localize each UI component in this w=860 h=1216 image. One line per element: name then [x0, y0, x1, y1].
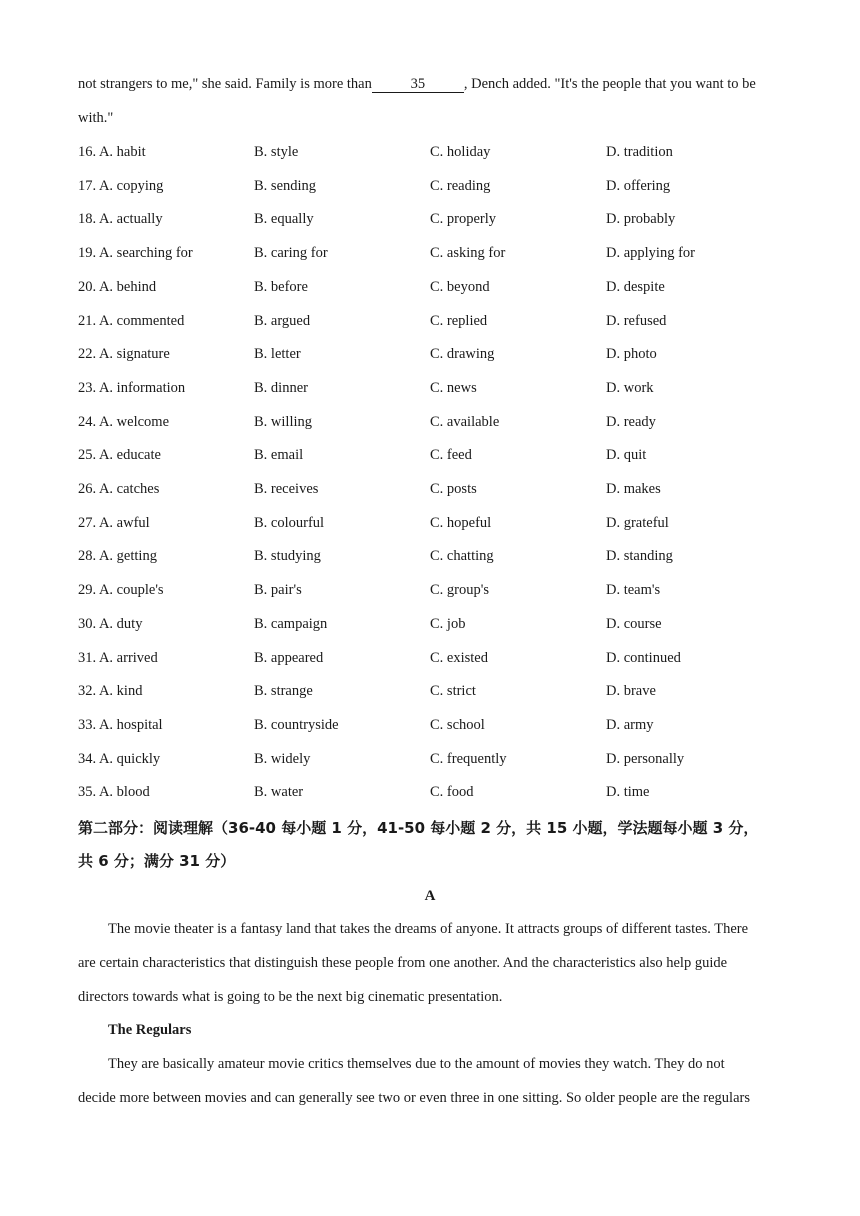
option-text: C. properly [430, 211, 497, 228]
question-number: 24. [78, 413, 97, 430]
question-number: 34. [78, 750, 97, 767]
option-c [430, 277, 490, 297]
passage-p1-line-3: directors towards what is going to be the next big cinematic presentation. [78, 989, 503, 1005]
option-text: D. grateful [606, 514, 669, 531]
option-text: B. dinner [254, 379, 308, 396]
option-text: A. quickly [98, 750, 161, 767]
option-c [430, 782, 474, 802]
option-d [606, 311, 666, 331]
option-text: D. despite [606, 278, 665, 295]
option-text: C. news [430, 379, 477, 396]
option-a [78, 277, 156, 297]
option-text: B. letter [254, 346, 301, 363]
option-text: A. blood [98, 784, 150, 801]
question-row [78, 513, 798, 533]
option-a [78, 142, 146, 162]
option-c [430, 546, 494, 566]
option-text: D. makes [606, 481, 661, 497]
option-a [78, 311, 184, 331]
option-text: D. tradition [606, 144, 673, 160]
option-text: A. awful [98, 514, 150, 531]
option-text: C. food [430, 784, 474, 801]
option-text: C. beyond [430, 278, 490, 295]
option-text: D. photo [606, 346, 657, 363]
option-text: B. strange [254, 683, 313, 700]
option-text: D. probably [606, 211, 676, 228]
question-row [78, 344, 798, 364]
option-text: D. standing [606, 548, 673, 565]
option-text: C. existed [430, 649, 488, 666]
option-text: B. willing [254, 413, 313, 430]
option-text: B. caring for [254, 245, 328, 262]
option-text: A. catches [98, 481, 160, 497]
option-text: B. receives [254, 481, 319, 497]
option-text: C. strict [430, 683, 476, 700]
option-text: D. work [606, 379, 654, 396]
question-row [78, 243, 798, 263]
question-number: 20. [78, 278, 97, 295]
option-c [430, 681, 476, 701]
option-d [606, 479, 661, 499]
option-d [606, 546, 673, 566]
option-text: C. drawing [430, 346, 495, 363]
option-d [606, 277, 665, 297]
option-c [430, 715, 485, 735]
question-row [78, 546, 798, 566]
option-d [606, 749, 684, 769]
question-number: 21. [78, 312, 97, 329]
question-row [78, 782, 798, 802]
option-d [606, 142, 673, 162]
passage-letter: A [424, 888, 436, 904]
option-text: B. appeared [254, 649, 324, 666]
option-b [254, 277, 308, 297]
option-c [430, 445, 472, 465]
option-c [430, 378, 477, 398]
option-text: A. actually [98, 211, 163, 228]
option-text: C. chatting [430, 548, 494, 565]
passage-p2-line-2: decide more between movies and can generally see two or even three in one sitting. So older people are the regulars [78, 1090, 750, 1106]
question-number: 18. [78, 211, 97, 228]
option-a [78, 715, 163, 735]
option-d [606, 209, 675, 229]
option-c [430, 648, 488, 668]
option-a [78, 782, 150, 802]
option-text: A. educate [98, 447, 161, 464]
question-number: 19. [78, 245, 97, 262]
option-d [606, 176, 670, 196]
question-row [78, 311, 798, 331]
option-a [78, 681, 142, 701]
question-row [78, 479, 798, 499]
option-text: C. group's [430, 582, 490, 599]
option-a [78, 513, 150, 533]
option-text: B. argued [254, 312, 311, 329]
question-row [78, 142, 798, 162]
question-row [78, 176, 798, 196]
option-text: D. applying for [606, 245, 695, 262]
option-text: A. duty [98, 615, 143, 632]
question-row [78, 715, 798, 735]
option-a [78, 412, 169, 432]
option-b [254, 648, 323, 668]
option-c [430, 614, 465, 634]
option-b [254, 378, 308, 398]
question-row [78, 580, 798, 600]
option-text: B. email [254, 447, 304, 464]
option-c [430, 243, 505, 263]
option-text: A. commented [98, 312, 185, 329]
option-d [606, 378, 654, 398]
option-text: B. before [254, 278, 308, 295]
option-d [606, 782, 650, 802]
question-row [78, 277, 798, 297]
option-text: C. reading [430, 177, 491, 194]
option-text: A. kind [98, 683, 143, 700]
option-a [78, 243, 193, 263]
question-number: 28. [78, 548, 97, 565]
option-text: C. feed [430, 447, 472, 464]
option-a [78, 209, 163, 229]
option-a [78, 749, 160, 769]
option-b [254, 580, 302, 600]
option-b [254, 749, 310, 769]
option-text: D. team's [606, 582, 661, 599]
option-d [606, 445, 646, 465]
option-text: B. pair's [254, 582, 302, 599]
option-text: A. arrived [98, 649, 158, 666]
question-number: 16. [78, 144, 97, 160]
option-text: C. hopeful [430, 514, 492, 531]
question-row [78, 378, 798, 398]
option-text: C. holiday [430, 144, 491, 160]
option-text: D. personally [606, 750, 685, 767]
option-a [78, 546, 157, 566]
option-c [430, 412, 499, 432]
option-b [254, 209, 314, 229]
option-d [606, 648, 681, 668]
passage-p1-line-2: are certain characteristics that distinguish these people from one another. And the characteristics also help guide [78, 955, 728, 971]
option-a [78, 614, 142, 634]
option-a [78, 479, 159, 499]
option-c [430, 209, 496, 229]
option-text: B. widely [254, 750, 311, 767]
option-a [78, 580, 164, 600]
option-text: D. continued [606, 649, 681, 666]
option-a [78, 176, 163, 196]
option-text: A. welcome [98, 413, 170, 430]
option-a [78, 648, 158, 668]
section-heading-line-1: 第二部分：阅读理解（36-40 每小题 1 分，41-50 每小题 2 分，共 15 小题，学法题每小题 3 分， [78, 819, 759, 837]
question-number: 35. [78, 784, 97, 801]
option-text: A. habit [98, 144, 146, 160]
option-text: B. colourful [254, 514, 325, 531]
option-b [254, 715, 339, 735]
option-d [606, 681, 656, 701]
option-a [78, 445, 161, 465]
option-a [78, 378, 185, 398]
option-d [606, 580, 660, 600]
option-text: A. hospital [98, 716, 163, 733]
option-c [430, 311, 487, 331]
option-text: B. style [254, 144, 299, 160]
option-b [254, 614, 327, 634]
option-c [430, 580, 489, 600]
option-text: D. time [606, 784, 650, 801]
option-d [606, 243, 695, 263]
option-text: B. studying [254, 548, 321, 565]
option-text: A. copying [98, 177, 164, 194]
option-text: A. searching for [98, 245, 193, 262]
option-text: D. army [606, 716, 654, 733]
option-text: D. brave [606, 683, 656, 700]
question-number: 30. [78, 615, 97, 632]
option-c [430, 142, 490, 162]
option-text: C. replied [430, 312, 488, 329]
option-text: B. sending [254, 177, 317, 194]
question-number: 29. [78, 582, 97, 599]
intro-text-before-blank: not strangers to me," she said. Family is more than [78, 76, 372, 92]
option-d [606, 715, 654, 735]
option-text: C. posts [430, 481, 477, 497]
option-b [254, 142, 298, 162]
question-row [78, 648, 798, 668]
question-row [78, 209, 798, 229]
question-row [78, 614, 798, 634]
option-b [254, 546, 321, 566]
option-text: C. job [430, 615, 466, 632]
option-text: C. asking for [430, 245, 506, 262]
intro-line-2: with." [78, 110, 114, 126]
option-text: B. water [254, 784, 304, 801]
option-b [254, 344, 301, 364]
question-number: 23. [78, 379, 97, 396]
question-number: 31. [78, 649, 97, 666]
option-b [254, 412, 312, 432]
question-row [78, 749, 798, 769]
option-b [254, 243, 328, 263]
option-b [254, 782, 303, 802]
option-text: A. getting [98, 548, 157, 565]
option-text: D. course [606, 615, 662, 632]
option-d [606, 344, 657, 364]
question-row [78, 445, 798, 465]
intro-text-after-blank: , Dench added. "It's the people that you want to be [463, 76, 756, 92]
option-d [606, 412, 656, 432]
option-a [78, 344, 170, 364]
question-number: 27. [78, 514, 97, 531]
option-text: A. signature [98, 346, 170, 363]
question-number: 17. [78, 177, 97, 194]
option-text: B. countryside [254, 716, 339, 733]
question-number: 32. [78, 683, 97, 700]
question-number: 22. [78, 346, 97, 363]
question-row [78, 412, 798, 432]
option-text: A. information [98, 379, 186, 396]
option-c [430, 513, 491, 533]
option-text: D. refused [606, 312, 667, 329]
option-text: B. campaign [254, 615, 328, 632]
option-b [254, 311, 310, 331]
passage-p2-line-1: They are basically amateur movie critics themselves due to the amount of movies they watch. They do not [108, 1056, 725, 1072]
option-c [430, 176, 490, 196]
option-b [254, 479, 318, 499]
option-b [254, 513, 324, 533]
option-text: C. school [430, 716, 485, 733]
option-text: C. available [430, 413, 500, 430]
option-b [254, 681, 313, 701]
option-d [606, 614, 662, 634]
question-number: 33. [78, 716, 97, 733]
intro-line-1 [78, 74, 756, 94]
option-c [430, 479, 477, 499]
option-d [606, 513, 669, 533]
option-text: D. quit [606, 447, 647, 464]
option-b [254, 445, 303, 465]
option-text: D. offering [606, 177, 671, 194]
option-text: A. couple's [98, 582, 164, 599]
question-number: 26. [78, 481, 97, 497]
option-text: A. behind [98, 278, 157, 295]
question-number: 25. [78, 447, 97, 464]
option-c [430, 344, 494, 364]
passage-subheading: The Regulars [108, 1022, 192, 1038]
option-text: C. frequently [430, 750, 507, 767]
question-row [78, 681, 798, 701]
section-heading-line-2: 共 6 分；满分 31 分） [78, 852, 236, 870]
option-text: D. ready [606, 413, 656, 430]
answer-blank-35: 35 [372, 76, 464, 93]
passage-p1-line-1: The movie theater is a fantasy land that takes the dreams of anyone. It attracts groups of different tastes. There [108, 921, 749, 937]
option-text: B. equally [254, 211, 314, 228]
option-b [254, 176, 316, 196]
option-c [430, 749, 507, 769]
